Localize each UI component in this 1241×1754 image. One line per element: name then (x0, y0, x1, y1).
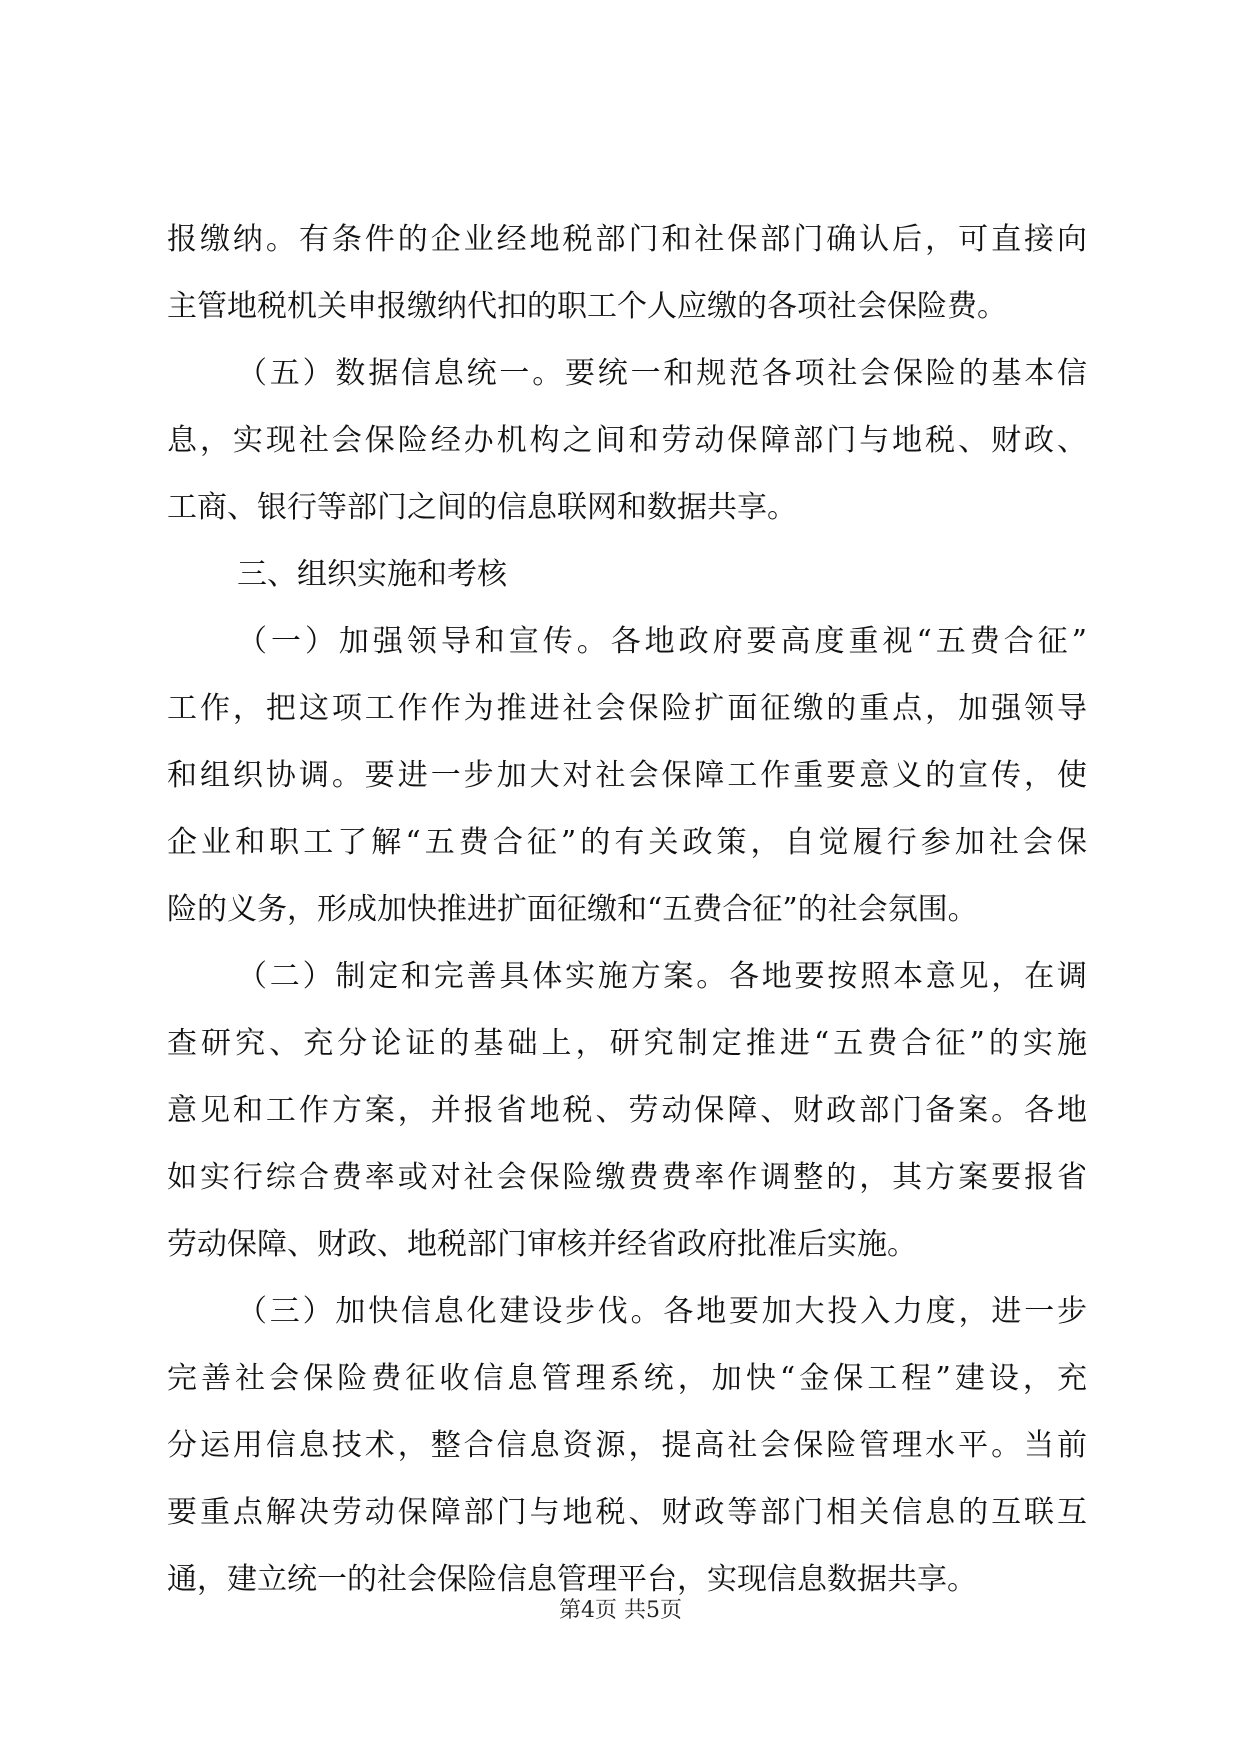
text-line: 分运用信息技术，整合信息资源，提高社会保险管理水平。当前 (167, 1428, 1087, 1463)
text-line: 和组织协调。要进一步加大对社会保障工作重要意义的宣传，使 (167, 758, 1087, 793)
text-line: 完善社会保险费征收信息管理系统，加快“金保工程”建设，充 (167, 1361, 1087, 1396)
text-line: 要重点解决劳动保障部门与地税、财政等部门相关信息的互联互 (167, 1495, 1087, 1530)
section-heading: 三、组织实施和考核 (237, 557, 507, 592)
text-line: 息，实现社会保险经办机构之间和劳动保障部门与地税、财政、 (167, 423, 1087, 458)
text-line: 如实行综合费率或对社会保险缴费费率作调整的，其方案要报省 (167, 1160, 1087, 1195)
paragraph-start-line: （五）数据信息统一。要统一和规范各项社会保险的基本信 (237, 356, 1087, 391)
paragraph-start-line: （三）加快信息化建设步伐。各地要加大投入力度，进一步 (237, 1294, 1087, 1329)
text-line: 主管地税机关申报缴纳代扣的职工个人应缴的各项社会保险费。 (167, 289, 1007, 324)
text-line: 企业和职工了解“五费合征”的有关政策，自觉履行参加社会保 (167, 825, 1087, 860)
page-footer (0, 1593, 1241, 1624)
text-line: 劳动保障、财政、地税部门审核并经省政府批准后实施。 (167, 1227, 917, 1262)
document-body (167, 206, 1087, 1613)
page-number: 第4页 共5页 (559, 1598, 682, 1623)
paragraph-start-line: （二）制定和完善具体实施方案。各地要按照本意见，在调 (237, 959, 1087, 994)
paragraph-start-line: （一）加强领导和宣传。各地政府要高度重视“五费合征” (237, 624, 1087, 659)
text-line: 意见和工作方案，并报省地税、劳动保障、财政部门备案。各地 (167, 1093, 1087, 1128)
text-line: 查研究、充分论证的基础上，研究制定推进“五费合征”的实施 (167, 1026, 1087, 1061)
text-line: 险的义务，形成加快推进扩面征缴和“五费合征”的社会氛围。 (167, 892, 978, 927)
text-line: 通，建立统一的社会保险信息管理平台，实现信息数据共享。 (167, 1562, 977, 1597)
text-line: 工作，把这项工作作为推进社会保险扩面征缴的重点，加强领导 (167, 691, 1087, 726)
text-line: 报缴纳。有条件的企业经地税部门和社保部门确认后，可直接向 (167, 222, 1087, 257)
text-line: 工商、银行等部门之间的信息联网和数据共享。 (167, 490, 797, 525)
